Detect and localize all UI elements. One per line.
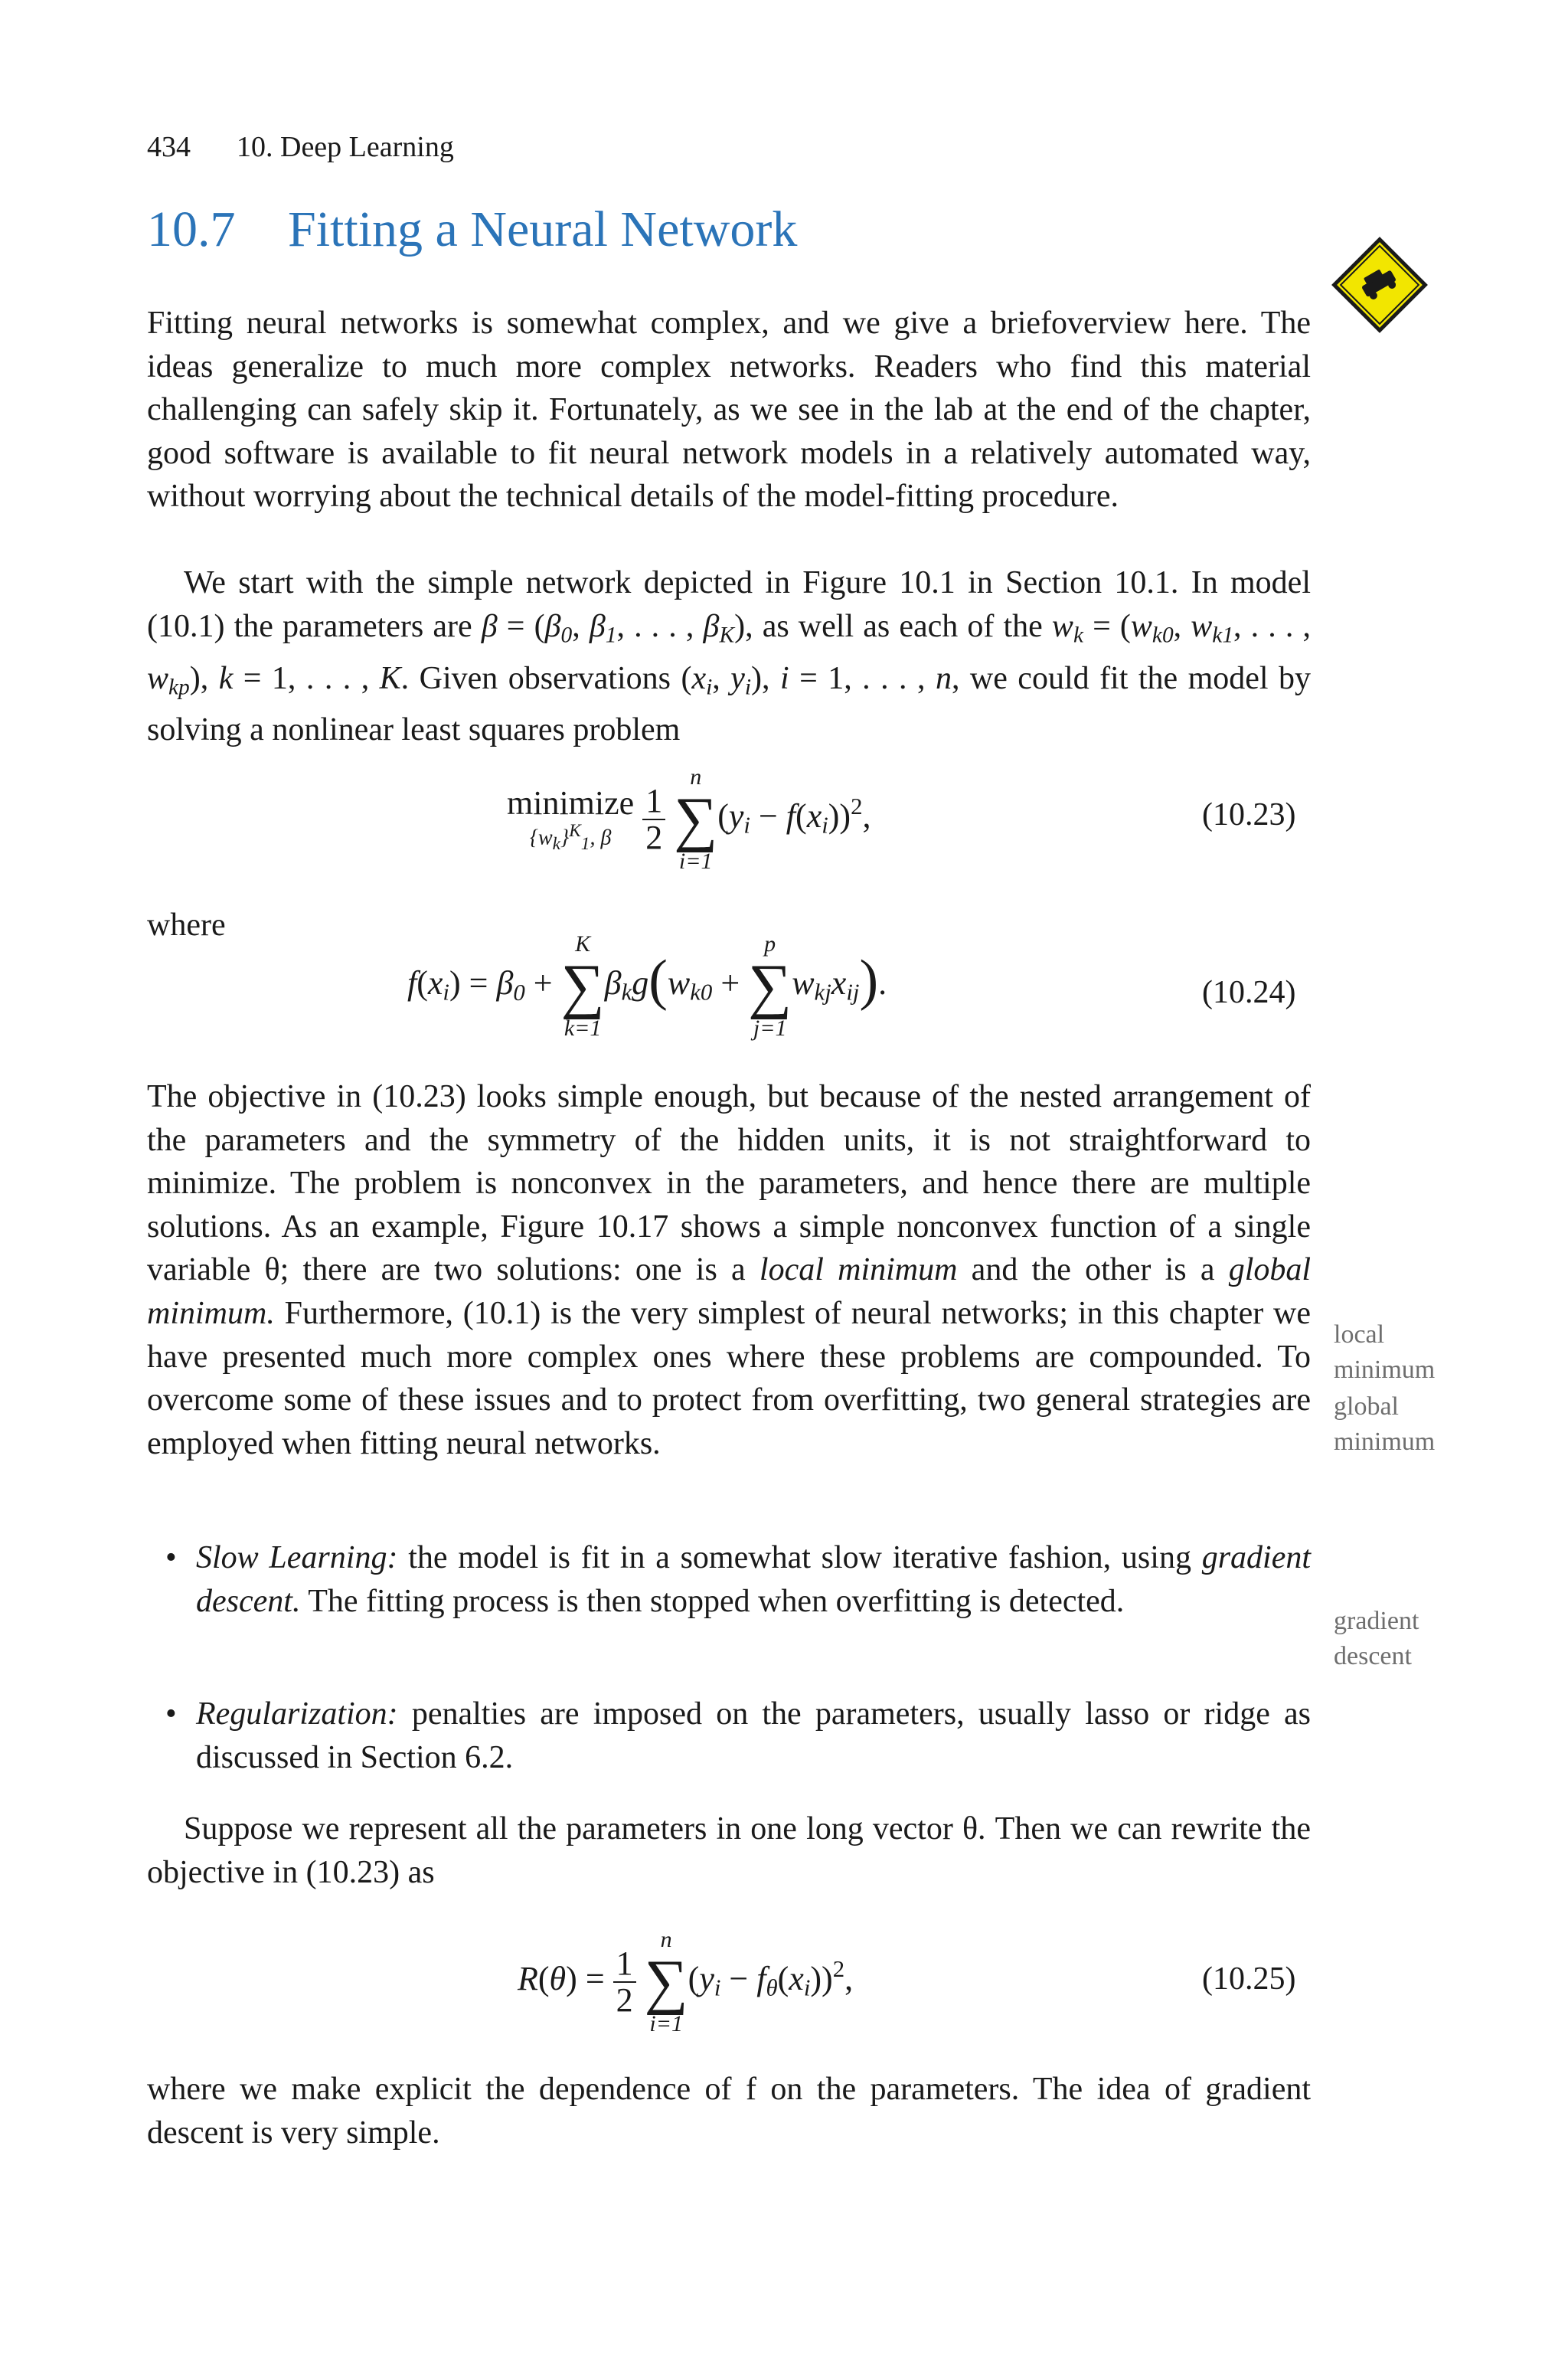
margin-note-gradient-descent: gradient descent: [1334, 1607, 1419, 1670]
paragraph-text: Furthermore, (10.1) is the very simplest of neural networks; in this chapter we have presented much more complex ones where these problems are compounded. To overcome some of these issues and to protect from overfitting, two general strategies are employed when fitting neural networks.: [147, 1295, 1312, 1461]
paragraph-intro: [147, 302, 1311, 518]
paragraph-text: We start with the simple network depicted in Figure 10.1 in Section 10.1. In model (10.1) the parameters are: [147, 565, 1311, 644]
equation-number: (10.24): [1202, 975, 1296, 1010]
bullet-slow-learning: [165, 1536, 1312, 1623]
equation-10-25: R(θ) = $\frac{1}{2}$ n ∑ i=1 $(y_i - f_\theta(x_i))^2$,: [518, 1927, 854, 2036]
bullet-regularization: [165, 1693, 1312, 1779]
bullet-text: The fitting process is then stopped when overfitting is detected.: [308, 1583, 1125, 1619]
global-minimum-term: global minimum.: [147, 1252, 1312, 1331]
equation-10-23: minimize $\{w_k\}^K_1$, β $\frac{1}{2}$ n ∑ i=1 $(y_i - f(x_i))^2$,: [507, 764, 871, 874]
bullet-dot: •: [165, 1540, 177, 1575]
paragraph-text: . Given observations: [400, 660, 671, 696]
paragraph-text: , as well as each of the: [745, 608, 1043, 644]
bullet-term: Slow Learning:: [196, 1540, 398, 1575]
bullet-text: penalties are imposed on the parameters, usually lasso or ridge as discussed in Section 6.2.: [196, 1696, 1312, 1775]
bullet-dot: •: [165, 1696, 177, 1732]
paragraph-text: Suppose we represent all the parameters in one long vector θ. Then we can rewrite the objective in (10.23) as: [147, 1811, 1311, 1890]
paragraph-vector: [147, 1807, 1311, 1894]
paragraph-parameters: We start with the simple network depicted in Figure 10.1 in Section 10.1. In model (10.1) the parameters are $\beta = (\beta_0$, $\beta_1$, . . . , $\beta_K$), as well as each of the $w_k = (w_{k0}$, $w_{k1}$, . . . , $w_{kp}$), k = 1, . . . , K. Given observations ($x_i$, $y_i$), i = 1, . . . , n, we could fit the model by solving a nonlinear least squares problem: [147, 565, 1312, 748]
equation-number: (10.23): [1202, 797, 1296, 832]
bullet-term: Regularization:: [196, 1696, 398, 1732]
section-name: Fitting a Neural Network: [288, 201, 798, 257]
paragraph-gradient: [147, 2068, 1311, 2154]
paragraph-text: and the other is a: [971, 1252, 1215, 1288]
paragraph-text: where we make explicit the dependence of f on the parameters. The idea of gradient descent is very simple.: [147, 2072, 1311, 2151]
equation-10-24: $f(x_i) = \beta_0$ + K ∑ k=1 $\beta_kg(w_{k0}$ + p ∑ j=1 $w_{kj}x_{ij}$).: [407, 931, 887, 1041]
bullet-text: the model is fit in a somewhat slow iterative fashion, using: [408, 1540, 1191, 1575]
equation-number: (10.25): [1202, 1961, 1296, 1997]
paragraph-text: Fitting neural networks is somewhat complex, and we give a briefoverview here. The ideas generalize to much more complex networks. Readers who find this material challenging can safely skip it. Fortunately, as we see in the lab at the end of the chapter, good software is available to fit neural network models in a relatively automated way, without worrying about the technical details of the model-fitting procedure.: [147, 306, 1311, 515]
local-minimum-term: local minimum: [759, 1252, 958, 1288]
paragraph-text: , we could fit the model by solving a nonlinear least squares problem: [147, 660, 1312, 748]
running-header: [147, 130, 454, 164]
section-number: 10.7: [147, 201, 236, 257]
margin-note-local-minimum: local minimum: [1334, 1320, 1436, 1384]
chapter-title: 10. Deep Learning: [237, 131, 454, 163]
gradient-descent-term: gradient descent.: [196, 1540, 1312, 1619]
margin-note-global-minimum: global minimum: [1334, 1392, 1436, 1456]
paragraph-nonconvex: [147, 1075, 1311, 1465]
section-title: [147, 201, 797, 259]
minimize-operator: minimize: [507, 783, 635, 822]
where-text: where: [147, 908, 226, 943]
warning-sign-icon: [1331, 236, 1429, 334]
page-number: 434: [147, 131, 191, 163]
paragraph-text: The objective in (10.23) looks simple enough, but because of the nested arrangement of the parameters and the symmetry of the hidden units, it is not straightforward to minimize. The problem is nonconvex in the parameters, and hence there are multiple solutions. As an example, Figure 10.17 shows a simple nonconvex function of a single variable θ; there are two solutions: one is a: [147, 1079, 1311, 1288]
